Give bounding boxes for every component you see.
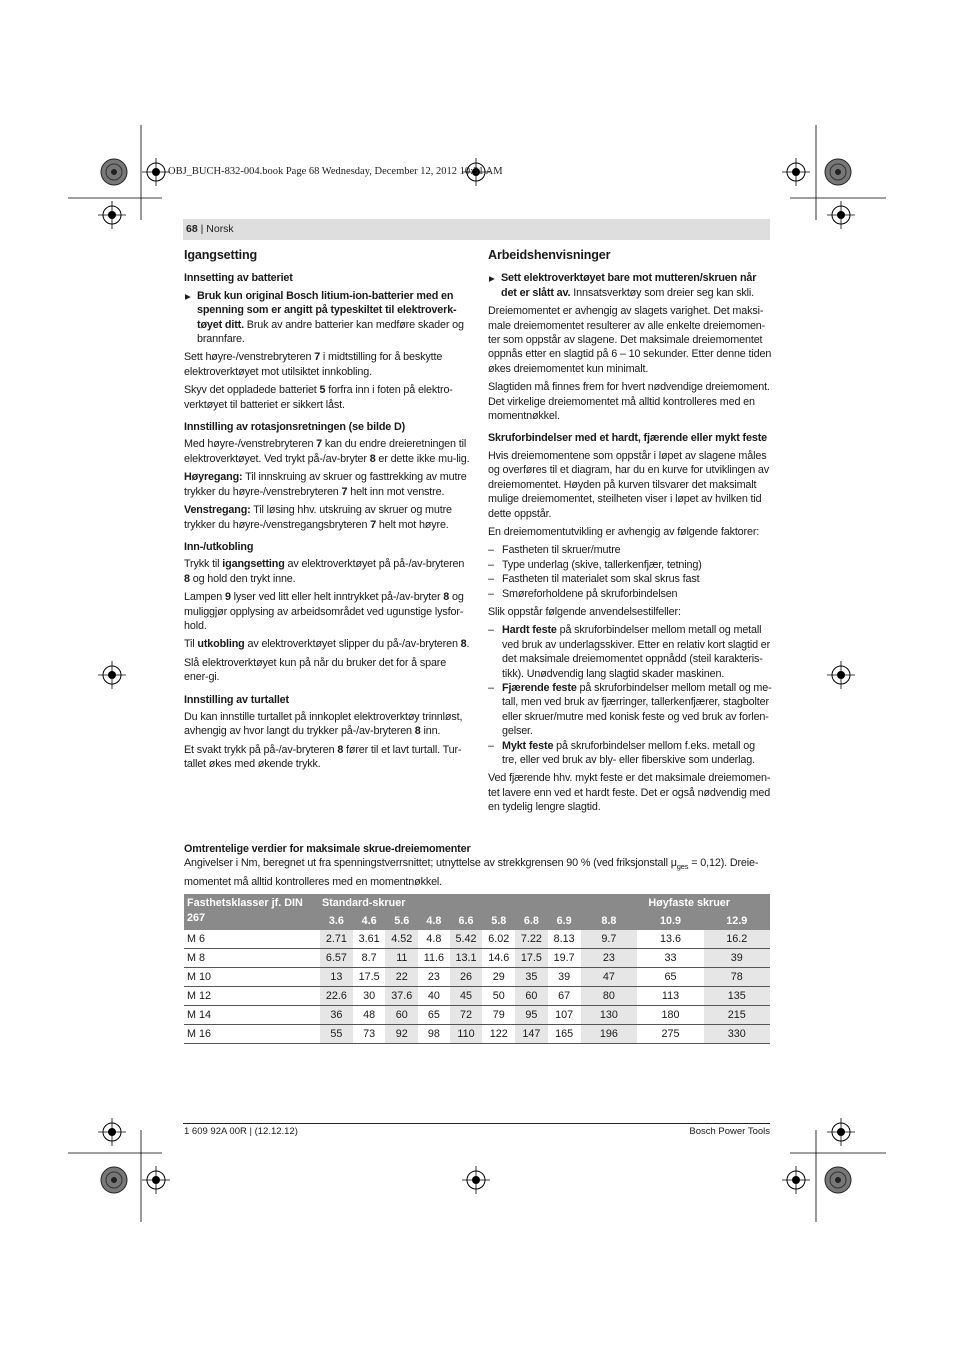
torque-value: 19.7: [548, 949, 581, 968]
paragraph-cases-intro: Slik oppstår følgende anvendelsestilfeller:: [488, 605, 681, 618]
torque-value: 22.6: [320, 987, 353, 1006]
paragraph-insert-battery: Skyv det oppladede batteriet 5 forfra inn i foten på elektro-verktøyet til batteriet er sikkert låst.: [184, 384, 453, 411]
paragraph-speed-pressure: Et svakt trykk på på-/av-bryteren 8 fører til et lavt turtall. Tur-tallet økes med økende trykk.: [184, 743, 462, 771]
torque-value: 48: [353, 1006, 386, 1025]
torque-value: 78: [704, 968, 770, 987]
torque-value: 26: [450, 968, 483, 987]
table-row: [184, 930, 770, 949]
work-warning: ▶ Sett elektroverktøyet bare mot mutteren/skruen når det er slått av. Innsatsverktøy som dreier seg kan skli.: [488, 271, 772, 300]
section-name: Norsk: [206, 223, 234, 235]
torque-value: 73: [353, 1025, 386, 1044]
torque-value: 65: [637, 968, 703, 987]
list-item-spring: – Fjærende feste på skruforbindelser mellom metall og me-tall, men ved bruk av fjærringer, tallerkenfjærer, stagbolter eller skruer/mutre med konisk feste og ved bruk av forlen-gelser.: [488, 681, 772, 739]
strength-class: 8.8: [581, 912, 638, 930]
paragraph-factors-intro: En dreiemomentutvikling er avhengig av følgende faktorer:: [488, 525, 760, 538]
strength-class: 5.8: [482, 912, 515, 930]
table-row: [184, 949, 770, 968]
table-corner-label: Fasthetsklasser jf. DIN 267: [184, 894, 320, 930]
print-slug: OBJ_BUCH-832-004.book Page 68 Wednesday, December 12, 2012 10:31 AM: [168, 166, 503, 177]
thread-size: M 14: [184, 1006, 320, 1025]
table-row: [184, 968, 770, 987]
torque-value: 3.61: [353, 930, 386, 949]
torque-value: 39: [704, 949, 770, 968]
torque-value: 50: [482, 987, 515, 1006]
paragraph-right-rotation: Høyregang: Til innskruing av skruer og fasttrekking av mutre trykker du høyre-/venstrebryteren 7 helt inn mot venstre.: [184, 471, 467, 498]
torque-value: 40: [418, 987, 449, 1006]
torque-value: 8.7: [353, 949, 386, 968]
thread-size: M 8: [184, 949, 320, 968]
torque-value: 39: [548, 968, 581, 987]
header-separator: |: [200, 223, 204, 235]
strength-class: 6.8: [515, 912, 548, 930]
torque-value: 30: [353, 987, 386, 1006]
strength-class: 4.8: [418, 912, 449, 930]
torque-value: 60: [385, 1006, 418, 1025]
paragraph-torque-duration: Dreiemomentet er avhengig av slagets varighet. Det maksi-male dreiemomentet resulterer av alle enkelte dreiemomen-ter som oppstår av slagene. Det maksimale dreiemomentet oppnås etter en slagtid på 6 – 10 sekunder. Etter denne tiden økes dreiemomentet kun minimalt.: [488, 305, 772, 375]
torque-value: 13.1: [450, 949, 483, 968]
torque-value: 23: [581, 949, 638, 968]
torque-value: 6.02: [482, 930, 515, 949]
torque-value: 135: [704, 987, 770, 1006]
torque-value: 22: [385, 968, 418, 987]
paragraph-speed: Du kan innstille turtallet på innkoplet elektroverktøy trinnløst, avhengig av hvor langt du trykker på-/av-bryteren 8 inn.: [184, 710, 463, 738]
list-item-soft: – Mykt feste på skruforbindelser mellom f.eks. metall og tre, eller ved bruk av bly- eller fiberskive som underlag.: [488, 739, 772, 768]
torque-value: 275: [637, 1025, 703, 1044]
strength-class: 5.6: [385, 912, 418, 930]
case-list: [488, 623, 772, 767]
torque-value: 60: [515, 987, 548, 1006]
footer-rule: [183, 1123, 770, 1124]
table-row: [184, 987, 770, 1006]
thread-size: M 12: [184, 987, 320, 1006]
torque-value: 23: [418, 968, 449, 987]
torque-value: 37.6: [385, 987, 418, 1006]
torque-value: 67: [548, 987, 581, 1006]
paragraph-save-energy: Slå elektroverktøyet kun på når du bruker det for å spare ener-gi.: [184, 656, 447, 684]
paragraph-spring-soft: Ved fjærende hhv. mykt feste er det maksimale dreiemomen-tet lavere enn ved et hardt feste. Det er også nødvendig med en tydelig lengre slagtid.: [488, 772, 771, 814]
torque-value: 14.6: [482, 949, 515, 968]
table-row: [184, 1025, 770, 1044]
strength-class: 6.9: [548, 912, 581, 930]
torque-value: 11.6: [418, 949, 449, 968]
torque-value: 4.52: [385, 930, 418, 949]
torque-value: 36: [320, 1006, 353, 1025]
torque-value: 4.8: [418, 930, 449, 949]
torque-value: 180: [637, 1006, 703, 1025]
list-item: – Fastheten til skruer/mutre: [488, 543, 772, 557]
torque-value: 147: [515, 1025, 548, 1044]
table-title: Omtrentelige verdier for maksimale skrue-dreiemomenter: [184, 843, 471, 855]
page-number: 68: [186, 223, 198, 235]
torque-value: 92: [385, 1025, 418, 1044]
group-standard: Standard-skruer: [320, 894, 581, 912]
factor-list: [488, 543, 772, 601]
strength-class: 10.9: [637, 912, 703, 930]
page-header-bar: [183, 219, 770, 240]
torque-value: 45: [450, 987, 483, 1006]
page-header: [186, 223, 234, 235]
strength-class: 3.6: [320, 912, 353, 930]
torque-value: 65: [418, 1006, 449, 1025]
torque-value: 215: [704, 1006, 770, 1025]
table-group-header: [184, 894, 770, 912]
torque-value: 5.42: [450, 930, 483, 949]
torque-value: 196: [581, 1025, 638, 1044]
heading-battery: Innsetting av batteriet: [184, 272, 293, 285]
torque-value: 17.5: [515, 949, 548, 968]
torque-value: 35: [515, 968, 548, 987]
strength-class: 4.6: [353, 912, 386, 930]
torque-value: 47: [581, 968, 638, 987]
table-subtitle: Angivelser i Nm, beregnet ut fra spenningstverrsnittet; utnyttelse av strekkgrensen 90 % (ved friksjonstall $\mu_{ges} = 0,12$). Dreie-momentet må alltid kontrolleres med en momentnøkkel.: [184, 857, 759, 888]
torque-value: 7.22: [515, 930, 548, 949]
torque-value: 79: [482, 1006, 515, 1025]
list-item: – Smøreforholdene på skruforbindelsen: [488, 587, 772, 601]
group-high-strength: Høyfaste skruer: [581, 894, 770, 912]
torque-value: 33: [637, 949, 703, 968]
paragraph-center-switch: Sett høyre-/venstrebryteren 7 i midtstilling for å beskytte elektroverktøyet mot utilsiktet innkobling.: [184, 351, 443, 378]
torque-value: 95: [515, 1006, 548, 1025]
list-item: – Type underlag (skive, tallerkenfjær, tetning): [488, 558, 772, 572]
torque-value: 55: [320, 1025, 353, 1044]
right-column: [488, 246, 772, 819]
paragraph-torque-curve: Hvis dreiemomentene som oppstår i løpet av slagene måles og overføres til et diagram, har du en kurve for utviklingen av dreiemomentet. Høyden på kurven tilsvarer det maksimalt mulige dreiemomentet, steilheten viser i løpet av hvilken tid dette oppstår.: [488, 449, 770, 520]
thread-size: M 6: [184, 930, 320, 949]
section-title-arbeidshenvisninger: Arbeidshenvisninger: [488, 248, 611, 262]
torque-value: 113: [637, 987, 703, 1006]
torque-value: 330: [704, 1025, 770, 1044]
torque-value: 17.5: [353, 968, 386, 987]
torque-value: 29: [482, 968, 515, 987]
footer-brand: Bosch Power Tools: [689, 1126, 770, 1137]
strength-class: 12.9: [704, 912, 770, 930]
heading-direction: Innstilling av rotasjonsretningen (se bilde D): [184, 421, 406, 434]
torque-value: 2.71: [320, 930, 353, 949]
torque-value: 165: [548, 1025, 581, 1044]
paragraph-lamp: Lampen 9 lyser ved litt eller helt inntrykket på-/av-bryter 8 og muliggjør opplysing av arbeidsområdet ved ugunstige lysfor-hold.: [184, 591, 464, 632]
paragraph-switch-off: Til utkobling av elektroverktøyet slipper du på-/av-bryteren 8.: [184, 638, 470, 651]
torque-value: 72: [450, 1006, 483, 1025]
paragraph-impact-time: Slagtiden må finnes frem for hvert nødvendige dreiemoment. Det virkelige dreiemomentet må alltid kontrolleres med en momentnøkkel.: [488, 381, 770, 423]
footer-document-id: 1 609 92A 00R | (12.12.12): [184, 1126, 298, 1137]
paragraph-direction: Med høyre-/venstrebryteren 7 kan du endre dreieretningen til elektroverktøyet. Ved trykt på-/av-bryter 8 er dette ikke mu-lig.: [184, 438, 470, 465]
torque-value: 107: [548, 1006, 581, 1025]
torque-value: 13: [320, 968, 353, 987]
table-row: [184, 1006, 770, 1025]
thread-size: M 10: [184, 968, 320, 987]
torque-value: 130: [581, 1006, 638, 1025]
torque-value: 122: [482, 1025, 515, 1044]
torque-table: [184, 894, 770, 1044]
left-column: [184, 246, 470, 776]
torque-value: 80: [581, 987, 638, 1006]
torque-value: 16.2: [704, 930, 770, 949]
torque-value: 11: [385, 949, 418, 968]
list-item-hard: – Hardt feste på skruforbindelser mellom metall og metall ved bruk av underlagsskiver. Etter en relativ kort slagtid er det maksimale dreiemomentet oppnådd (steil karakteris-tikk). Unødvendig lang slagtid skader maskinen.: [488, 623, 772, 681]
paragraph-left-rotation: Venstregang: Til løsing hhv. utskruing av skruer og mutre trykker du høyre-/venstregangsbryteren 7 helt mot høyre.: [184, 504, 452, 531]
torque-value: 9.7: [581, 930, 638, 949]
list-item: – Fastheten til materialet som skal skrus fast: [488, 572, 772, 586]
heading-joints: Skruforbindelser med et hardt, fjærende eller mykt feste: [488, 432, 768, 445]
torque-value: 8.13: [548, 930, 581, 949]
thread-size: M 16: [184, 1025, 320, 1044]
torque-value: 110: [450, 1025, 483, 1044]
heading-speed: Innstilling av turtallet: [184, 693, 289, 706]
torque-value: 6.57: [320, 949, 353, 968]
paragraph-switch-on: Trykk til igangsetting av elektroverktøyet på på-/av-bryteren 8 og hold den trykt inne.: [184, 558, 465, 585]
table-heading: [184, 842, 774, 889]
torque-value: 98: [418, 1025, 449, 1044]
heading-on-off: Inn-/utkobling: [184, 540, 254, 553]
strength-class: 6.6: [450, 912, 483, 930]
battery-warning: ▶ Bruk kun original Bosch litium-ion-batterier med en spenning som er angitt på typeskiltet til elektroverk-tøyet ditt. Bruk av andre batterier kan medføre skader og brannfare.: [184, 289, 470, 347]
section-title-igangsetting: Igangsetting: [184, 248, 258, 262]
torque-value: 13.6: [637, 930, 703, 949]
